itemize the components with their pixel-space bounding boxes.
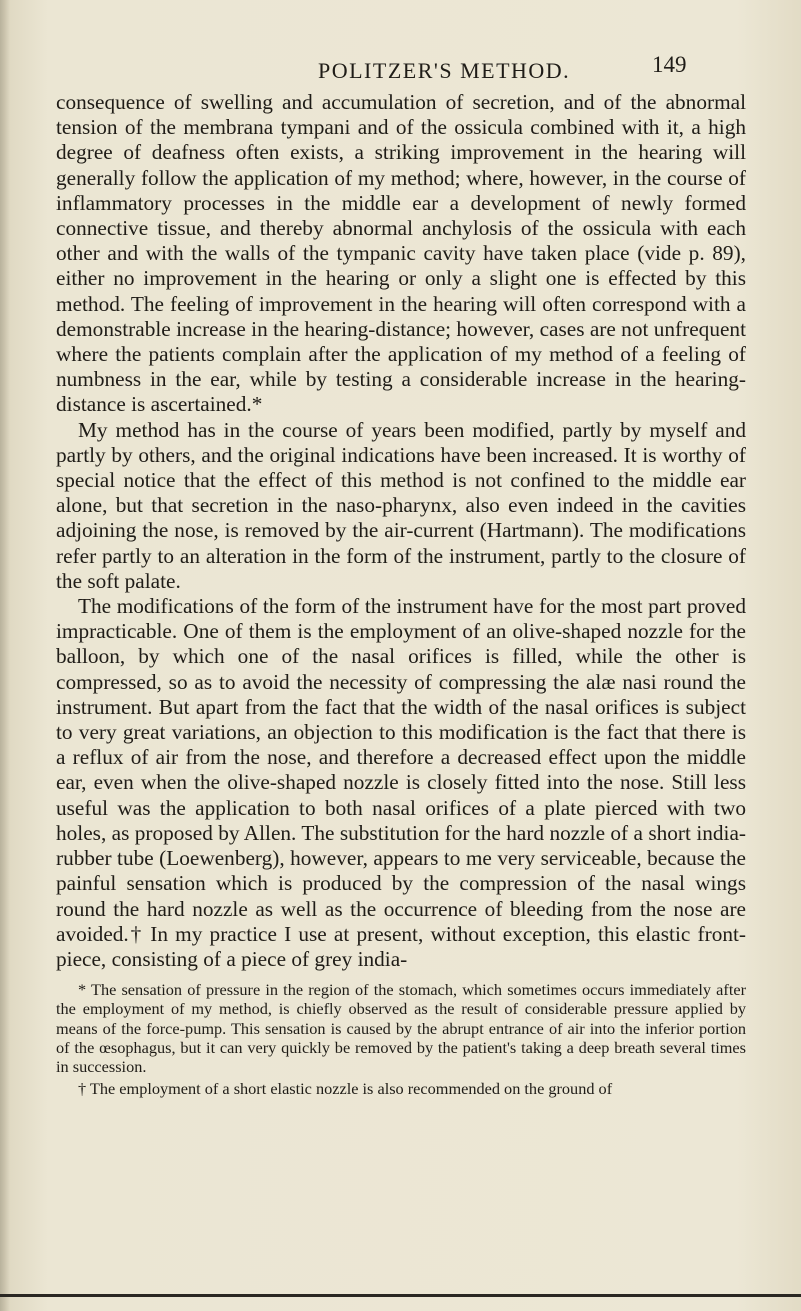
paragraph-1: consequence of swelling and accumulation of secretion, and of the abnormal tension of the membrana tympani and of the ossicula combined with it, a high degree of deafness often exists, a striking improvement in the hearing will generally follow the application of my method; where, however, in the course of inflammatory processes in the middle ear a development of newly formed connective tissue, and thereby abnormal anchylosis of the ossicula with each other and with the walls of the tympanic cavity have taken place (vide p. 89), either no improvement in the hearing or only a slight one is effected by this method. The feeling of improvement in the hearing will often correspond with a demonstrable increase in the hearing-distance; however, cases are not unfrequent where the patients complain after the application of my method of a feeling of numbness in the ear, while by testing a considerable increase in the hearing-distance is ascertained.*: [56, 90, 746, 417]
page-gutter-shadow: [0, 0, 10, 1311]
paragraph-2: My method has in the course of years been modified, partly by myself and partly by others, and the original indications have been increased. It is worthy of special notice that the effect of this method is not confined to the middle ear alone, but that secretion in the naso-pharynx, also even indeed in the cavities adjoining the nose, is removed by the air-current (Hartmann). The modifications refer partly to an alteration in the form of the instrument, partly to the closure of the soft palate.: [56, 417, 746, 593]
page-bottom-edge: [0, 1294, 801, 1297]
page-number: 149: [652, 52, 687, 77]
footnotes: [56, 980, 746, 1098]
paragraph-3: The modifications of the form of the instrument have for the most part proved impracticable. One of them is the employment of an olive-shaped nozzle for the balloon, by which one of the nasal orifices is filled, while the other is compressed, so as to avoid the necessity of compressing the alæ nasi round the instrument. But apart from the fact that the width of the nasal orifices is subject to very great variations, an objection to this modification is the fact that there is a reflux of air from the nose, and therefore a decreased effect upon the middle ear, even when the olive-shaped nozzle is closely fitted into the nose. Still less useful was the application to both nasal orifices of a plate pierced with two holes, as proposed by Allen. The substitution for the hard nozzle of a short india-rubber tube (Loewenberg), however, appears to me very serviceable, because the painful sensation which is produced by the compression of the nasal wings round the hard nozzle as well as the occurrence of bleeding from the nose are avoided.† In my practice I use at present, without exception, this elastic front-piece, consisting of a piece of grey india-: [56, 594, 746, 971]
running-head: [0, 52, 801, 88]
body-text: [56, 90, 746, 1098]
footnote-2: † The employment of a short elastic nozzle is also recommended on the ground of: [78, 1079, 613, 1099]
running-title: POLITZER'S METHOD.: [318, 58, 571, 83]
footnote-1: * The sensation of pressure in the region of the stomach, which sometimes occurs immediately after the employment of my method, is chiefly observed as the result of considerable pressure applied by means of the force-pump. This sensation is caused by the abrupt entrance of air into the inferior portion of the œsophagus, but it can very quickly be removed by the patient's taking a deep breath several times in succession.: [56, 980, 746, 1076]
